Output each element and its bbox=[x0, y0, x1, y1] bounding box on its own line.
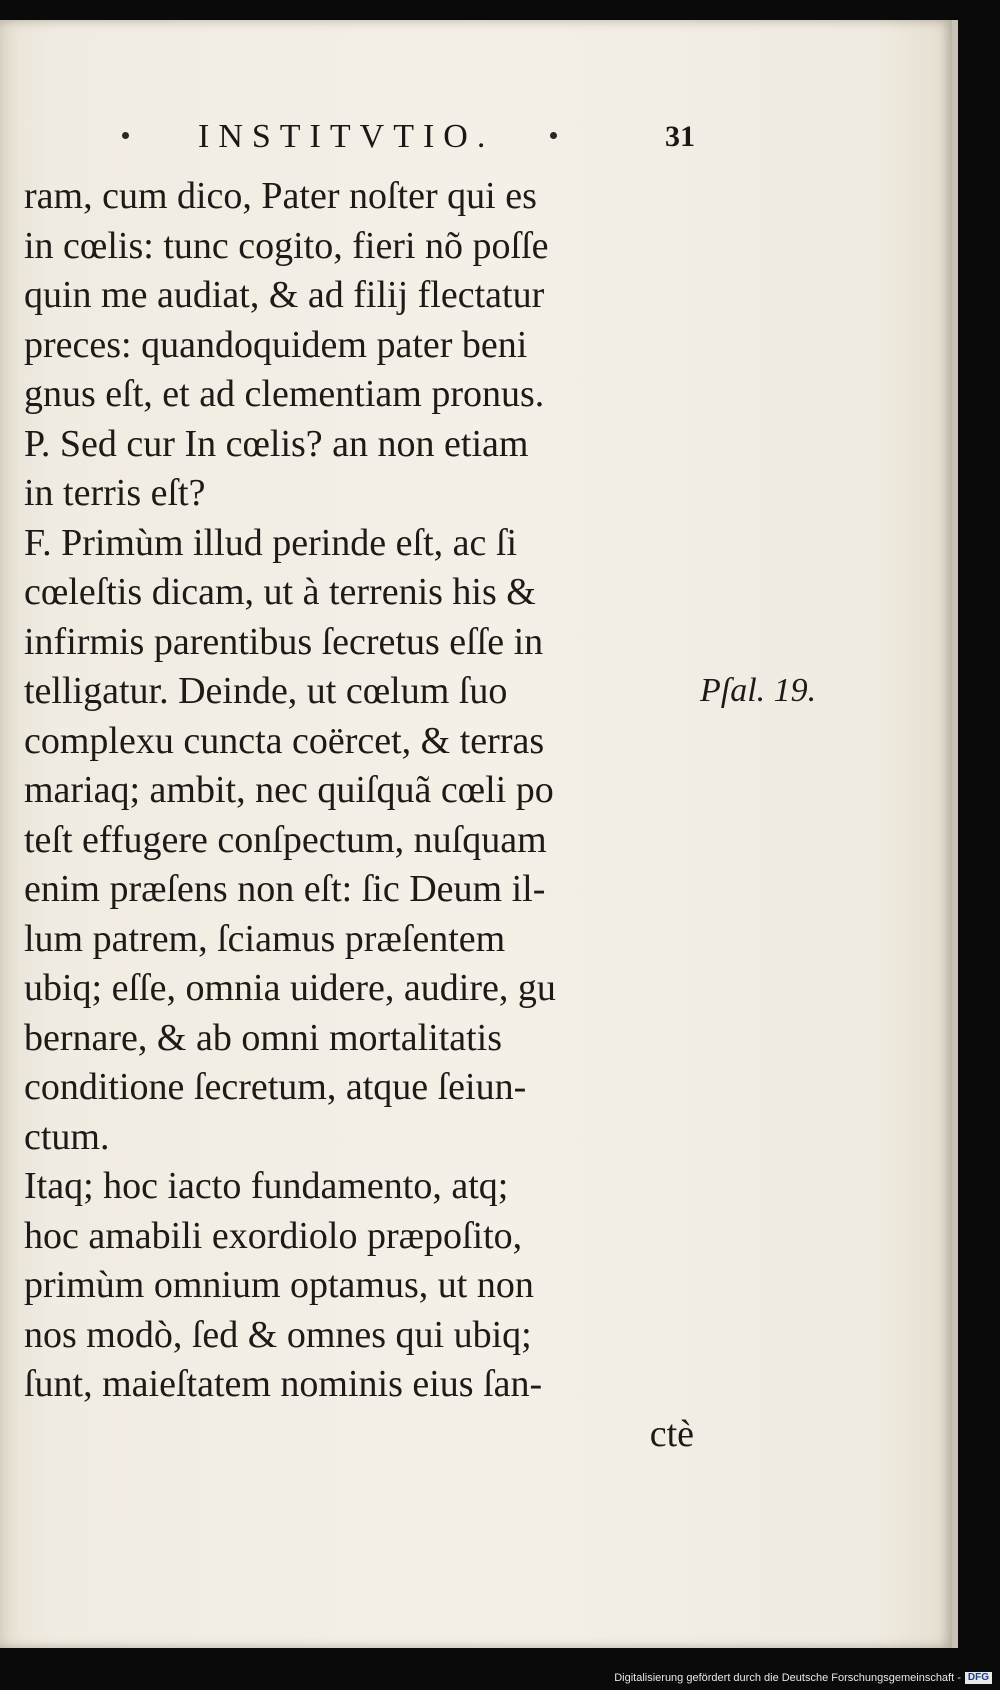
text-line: ram, cum dico, Pater noſter qui es bbox=[24, 175, 537, 217]
running-head: INSTITVTIO. bbox=[198, 118, 495, 155]
text-line: hoc amabili exordiolo præpoſito, bbox=[24, 1214, 523, 1257]
text-line: teſt effugere conſpectum, nuſquam bbox=[24, 818, 547, 861]
text-line: ubiq; eſſe, omnia uidere, audire, gu bbox=[24, 967, 556, 1009]
text-line: lum patrem, ſciamus præſentem bbox=[24, 917, 506, 960]
body-text bbox=[24, 172, 704, 1459]
text-line: enim præſens non eſt: ſic Deum il- bbox=[24, 868, 546, 910]
text-line: ſunt, maieſtatem nominis eius ſan- bbox=[24, 1363, 543, 1405]
text-line: complexu cuncta coërcet, & terras bbox=[24, 719, 545, 762]
dfg-logo-icon: DFG bbox=[965, 1672, 992, 1684]
text-line: gnus eſt, et ad clementiam pronus. bbox=[24, 373, 545, 415]
text-line: mariaq; ambit, nec quiſquã cœli po bbox=[24, 769, 554, 811]
book-page bbox=[0, 20, 952, 1648]
text-line: ctum. bbox=[24, 1115, 110, 1158]
ornament-dot-icon bbox=[122, 132, 129, 139]
text-line: bernare, & ab omni mortalitatis bbox=[24, 1016, 503, 1059]
folio-number: 31 bbox=[665, 120, 695, 153]
page-edge bbox=[952, 20, 958, 1648]
text-line: infirmis parentibus ſecretus eſſe in bbox=[24, 620, 544, 663]
text-line: Itaq; hoc iacto fundamento, atq; bbox=[24, 1165, 509, 1207]
text-line: P. Sed cur In cœlis? an non etiam bbox=[24, 422, 529, 465]
text-line: telligatur. Deinde, ut cœlum ſuo bbox=[24, 670, 508, 712]
text-line: in terris eſt? bbox=[24, 472, 206, 514]
digitization-credit bbox=[614, 1672, 992, 1684]
marginal-note: Pſal. 19. bbox=[700, 672, 817, 709]
text-line: primùm omnium optamus, ut non bbox=[24, 1264, 534, 1306]
text-line: quin me audiat, & ad filij flectatur bbox=[24, 274, 545, 316]
credit-text: Digitalisierung gefördert durch die Deutsche Forschungsgemeinschaft - bbox=[614, 1672, 961, 1684]
text-line: conditione ſecretum, atque ſeiun- bbox=[24, 1066, 527, 1108]
text-line: nos modò, ſed & omnes qui ubiq; bbox=[24, 1313, 532, 1356]
text-line: in cœlis: tunc cogito, fieri nõ poſſe bbox=[24, 224, 549, 267]
page-header bbox=[120, 118, 710, 158]
text-line: preces: quandoquidem pater beni bbox=[24, 323, 528, 366]
ornament-dot-icon bbox=[550, 132, 557, 139]
catchword: ctè bbox=[649, 1412, 694, 1455]
text-line: cœleſtis dicam, ut à terrenis his & bbox=[24, 571, 536, 613]
text-line: F. Primùm illud perinde eſt, ac ſi bbox=[24, 521, 517, 564]
